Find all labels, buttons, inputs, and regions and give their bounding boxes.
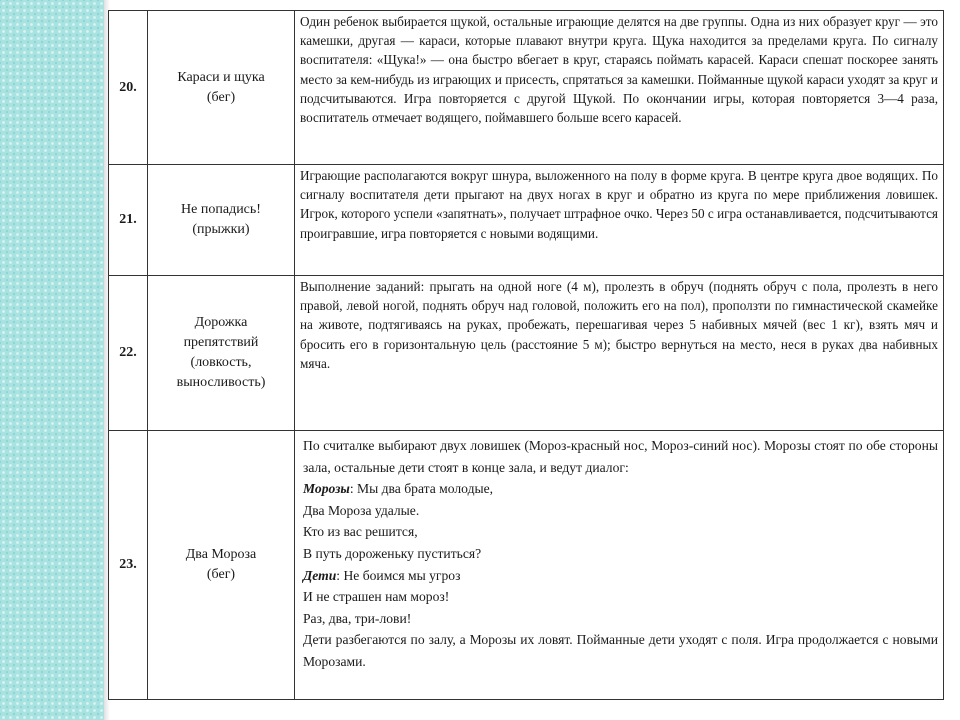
poem-line: Кто из вас решится, [303,524,418,540]
description-text: Выполнение заданий: прыгать на одной ноге (4 м), пролезть в обруч (поднять обруч с пола, пролезть в него правой, левой ногой, поднять обруч над головой, положить его на пол), проползти по гимнастической скамейке на животе, подтягиваясь на руках, пробежать, перешагивая через 5 набивных мячей (вес 1 кг), взять мяч и бросить его в горизонтальную цель (расстояние 5 м); быстро вернуться на место, неся в руках два набивных мяча. [300,279,938,371]
poem-line: В путь дороженьку пуститься? [303,545,482,561]
game-type: (бег) [206,567,236,582]
game-name: Два Мороза [185,547,257,562]
poem-line: Раз, два, три-лови! [303,610,412,626]
row-number: 22. [109,276,148,430]
game-name-cell [148,11,295,164]
game-name-cell [148,431,295,699]
game-description [295,11,943,164]
game-type: (бег) [206,89,236,105]
game-type: (прыжки) [192,222,250,237]
game-name: Не попадись! [181,202,261,217]
description-text: Один ребенок выбирается щукой, остальные играющие делятся на две группы. Одна из них образует круг — это камешки, другая — караси, которые плавают внутри круга. Щука находится за пределами круга. По сигналу воспитателя: «Щука!» — она быстро вбегает в круг, стараясь поймать карасей. Караси спешат поскорее занять место за кем-нибудь из играющих и присесть, спрятаться за камешки. Пойманные щукой караси уходят за круг и подсчитываются. Игра повторяется с другой Щукой. По окончании игры, которая повторяется 3—4 раза, воспитатель отмечает водящего, поймавшего больше всего карасей. [300,14,938,126]
speaker-label: Дети [303,567,337,583]
table-row [108,10,944,165]
game-type-line: выносливость) [176,375,266,390]
poem-text: : Мы два брата молодые, [349,481,494,497]
speaker-label: Морозы [303,481,350,497]
game-name-cell [148,165,295,275]
game-name-cell [148,276,295,430]
game-description [295,431,943,699]
poem-line [303,478,938,500]
game-name-line: препятствий [183,335,259,350]
game-name: Караси и щука [177,69,265,85]
description-intro: По считалке выбирают двух ловишек (Мороз-красный нос, Мороз-синий нос). Морозы стоят по обе стороны зала, остальные дети стоят в конце зала, и ведут диалог: [303,438,938,475]
row-number: 20. [109,11,148,164]
table-row [108,276,944,431]
table-row [108,165,944,276]
decorative-side-strip [0,0,104,720]
game-name: Дорожка [194,315,248,330]
description-outro: Дети разбегаются по залу, а Морозы их ловят. Пойманные дети уходят с поля. Игра продолжается с новыми Морозами. [303,632,938,669]
row-number: 23. [109,431,148,699]
table-row [108,431,944,700]
poem-line: И не страшен нам мороз! [303,589,450,605]
games-table [108,10,944,700]
game-description [295,276,943,430]
row-number: 21. [109,165,148,275]
description-text: Играющие располагаются вокруг шнура, выложенного на полу в форме круга. В центре круга двое водящих. По сигналу воспитателя дети прыгают на двух ногах в круг и обратно из круга по мере приближения ловишек. Игрок, которого успели «запятнать», получает штрафное очко. Через 50 с игра останавливается, подсчитываются проигравшие, игра повторяется с новыми водящими. [300,168,938,241]
poem-text: : Не боимся мы угроз [336,567,461,583]
poem-line [303,565,938,587]
poem-line: Два Мороза удалые. [303,502,420,518]
game-type: (ловкость, [190,355,252,370]
game-description [295,165,943,275]
